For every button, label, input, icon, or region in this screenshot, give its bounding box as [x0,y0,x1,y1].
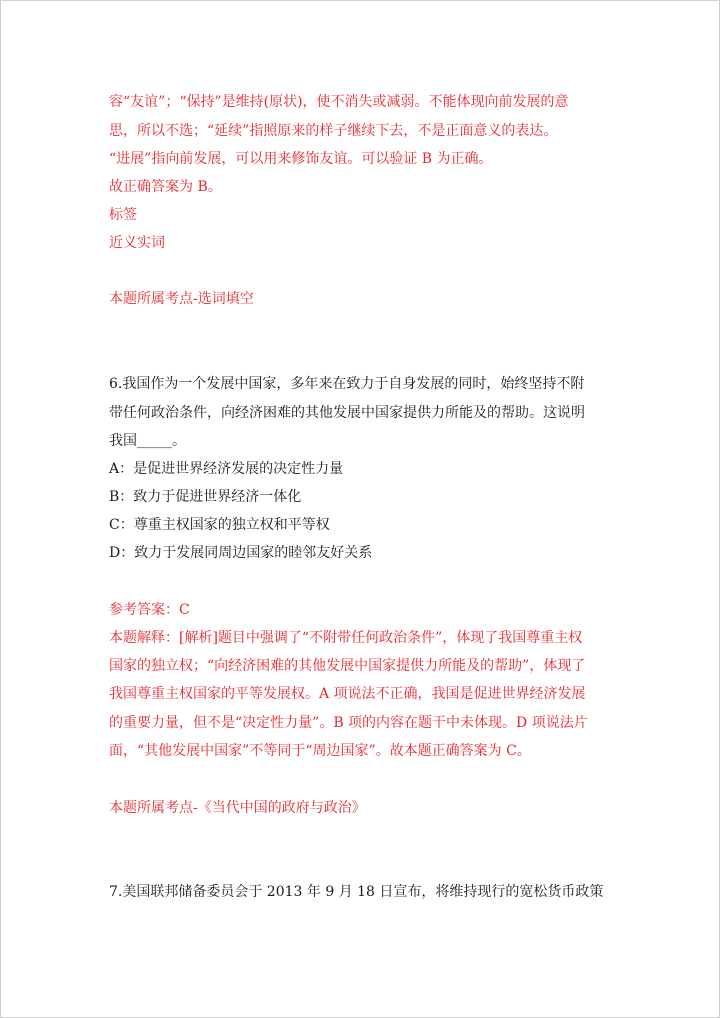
question-stem-line: 7.美国联邦储备委员会于 2013 年 9 月 18 日宣布，将维持现行的宽松货币政策 [109,884,604,900]
explanation-line: 的重要力量，但不是“决定性力量”。B 项的内容在题干中未体现。D 项说法片 [109,715,588,731]
explanation-line: 我国尊重主权国家的平等发展权。A 项说法不正确，我国是促进世界经济发展 [109,686,586,702]
reference-answer: 参考答案：C [109,602,190,618]
explanation-line: 思，所以不选；“延续”指照原来的样子继续下去，不是正面意义的表达。 [109,123,558,139]
explanation-line: 国家的独立权；“向经济困难的其他发展中国家提供力所能及的帮助”，体现了 [109,658,586,674]
option-b: B：致力于促进世界经济一体化 [109,489,302,505]
question-stem-line: 带任何政治条件，向经济困难的其他发展中国家提供力所能及的帮助。这说明 [109,405,585,421]
topic-label: 本题所属考点-《当代中国的政府与政治》 [109,800,366,816]
tag-value: 近义实词 [109,235,165,251]
tag-heading: 标签 [109,207,137,223]
topic-label: 本题所属考点-选词填空 [109,291,254,307]
explanation-line: 本题解释：[解析]题目中强调了“不附带任何政治条件”，体现了我国尊重主权 [109,630,583,646]
option-c: C：尊重主权国家的独立权和平等权 [109,517,330,533]
question-stem-line: 我国_____。 [109,433,186,449]
option-d: D：致力于发展同周边国家的睦邻友好关系 [109,545,373,561]
explanation-line: “进展”指向前发展，可以用来修饰友谊。可以验证 B 为正确。 [109,151,493,167]
question-stem-line: 6.我国作为一个发展中国家，多年来在致力于自身发展的同时，始终坚持不附 [109,376,585,392]
option-a: A：是促进世界经济发展的决定性力量 [109,461,344,477]
answer-statement: 故正确答案为 B。 [109,179,222,195]
explanation-line: 面，“其他发展中国家”不等同于“周边国家”。故本题正确答案为 C。 [109,743,531,759]
explanation-line: 容“友谊”；“保持”是维持(原状)，使不消失或减弱。不能体现向前发展的意 [109,94,569,110]
